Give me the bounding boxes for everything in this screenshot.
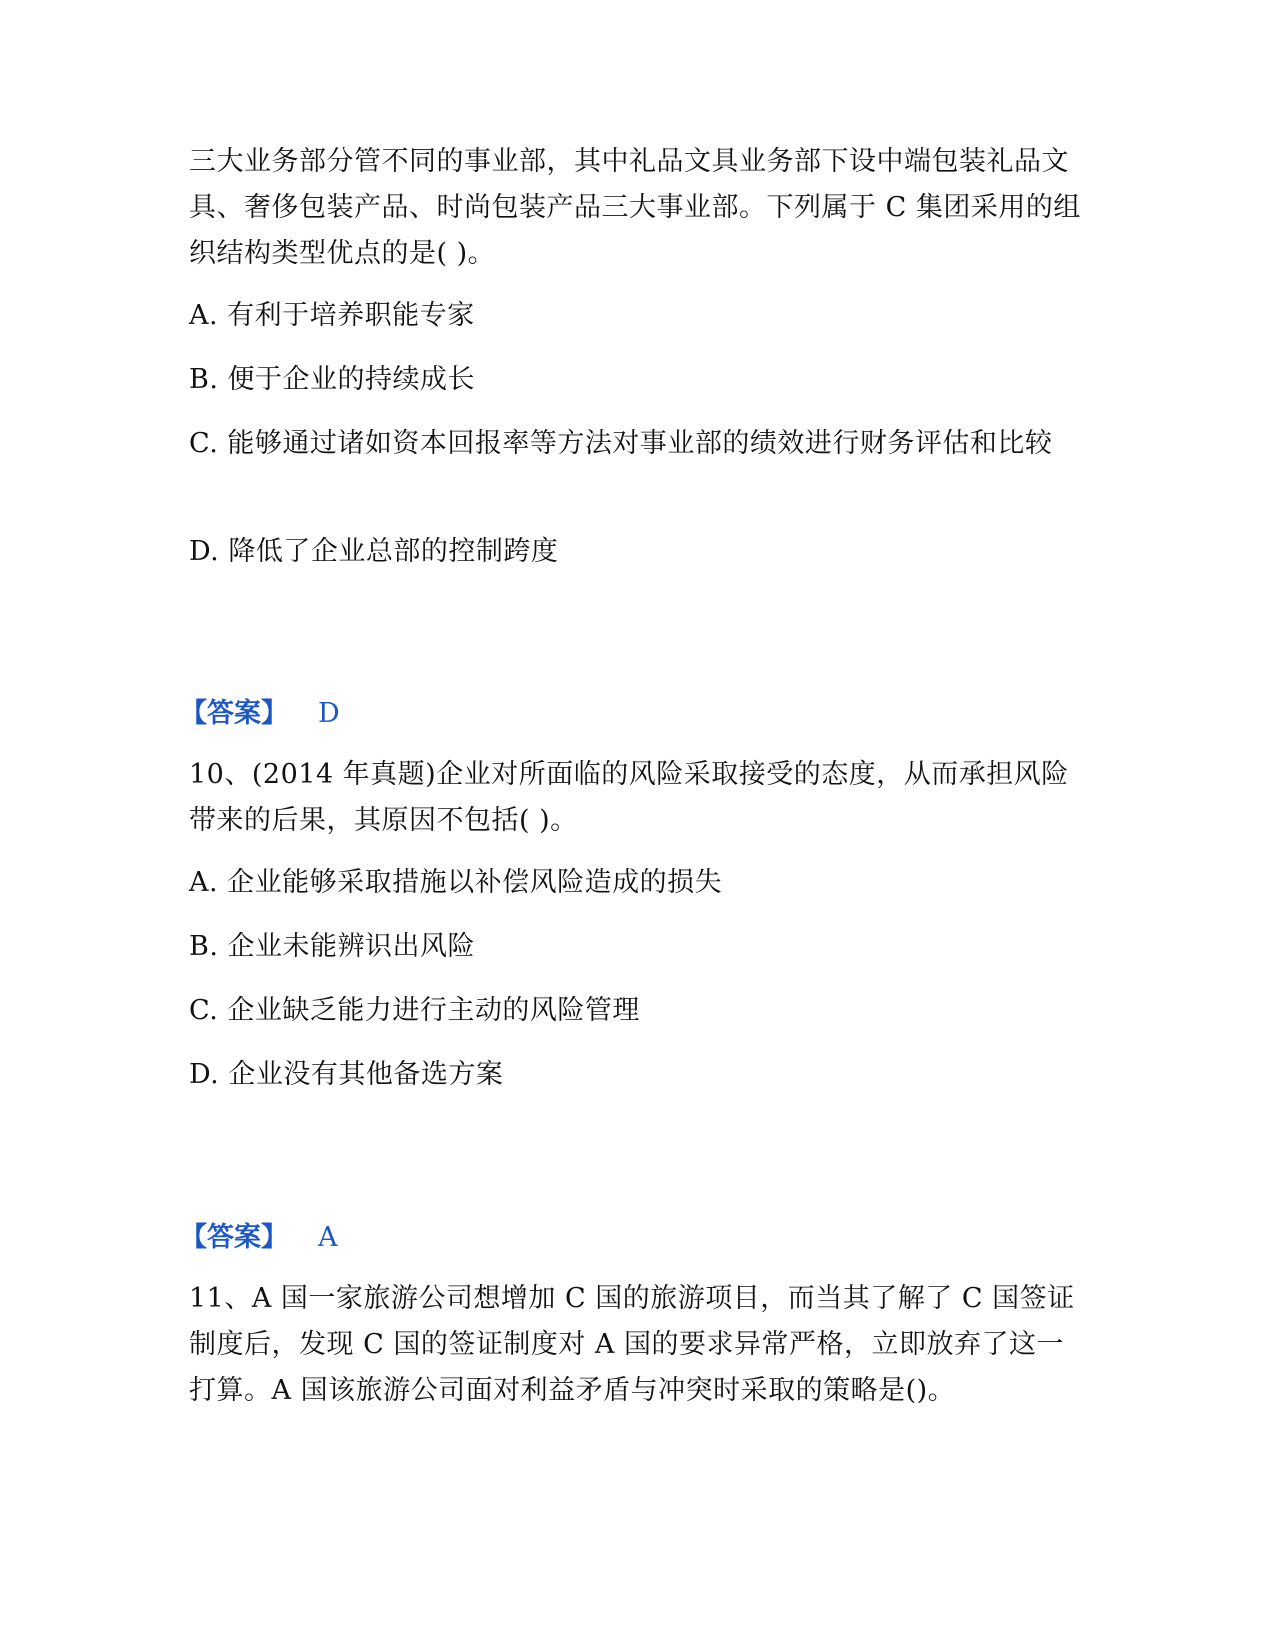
answer-label: 【答案】 — [180, 1222, 288, 1253]
question-9-answer — [180, 691, 340, 737]
question-11-stem: 11、A 国一家旅游公司想增加 C 国的旅游项目，而当其了解了 C 国签证制度后，发现 C 国的签证制度对 A 国的要求异常严格，立即放弃了这一打算。A 国该旅游公司面对利益矛盾与冲突时采取的策略是()。 — [189, 1283, 1075, 1406]
question-9-option-a: A. 有利于培养职能专家 — [189, 300, 475, 331]
question-9-option-b: B. 便于企业的持续成长 — [189, 364, 476, 395]
answer-label: 【答案】 — [180, 698, 288, 729]
answer-value: D — [318, 698, 340, 729]
question-10-option-d: D. 企业没有其他备选方案 — [189, 1059, 504, 1090]
question-9-option-c: C. 能够通过诸如资本回报率等方法对事业部的绩效进行财务评估和比较 — [189, 428, 1053, 459]
answer-value: A — [318, 1222, 338, 1253]
question-10-option-c: C. 企业缺乏能力进行主动的风险管理 — [189, 995, 640, 1026]
question-9-option-d: D. 降低了企业总部的控制跨度 — [189, 536, 559, 567]
question-9-stem: 三大业务部分管不同的事业部，其中礼品文具业务部下设中端包装礼品文具、奢侈包装产品、时尚包装产品三大事业部。下列属于 C 集团采用的组织结构类型优点的是( )。 — [189, 146, 1081, 269]
question-10-option-b: B. 企业未能辨识出风险 — [189, 931, 476, 962]
question-10-answer — [180, 1215, 338, 1261]
question-10-option-a: A. 企业能够采取措施以补偿风险造成的损失 — [189, 867, 723, 898]
question-10-stem: 10、(2014 年真题)企业对所面临的风险采取接受的态度，从而承担风险带来的后果，其原因不包括( )。 — [189, 759, 1069, 836]
